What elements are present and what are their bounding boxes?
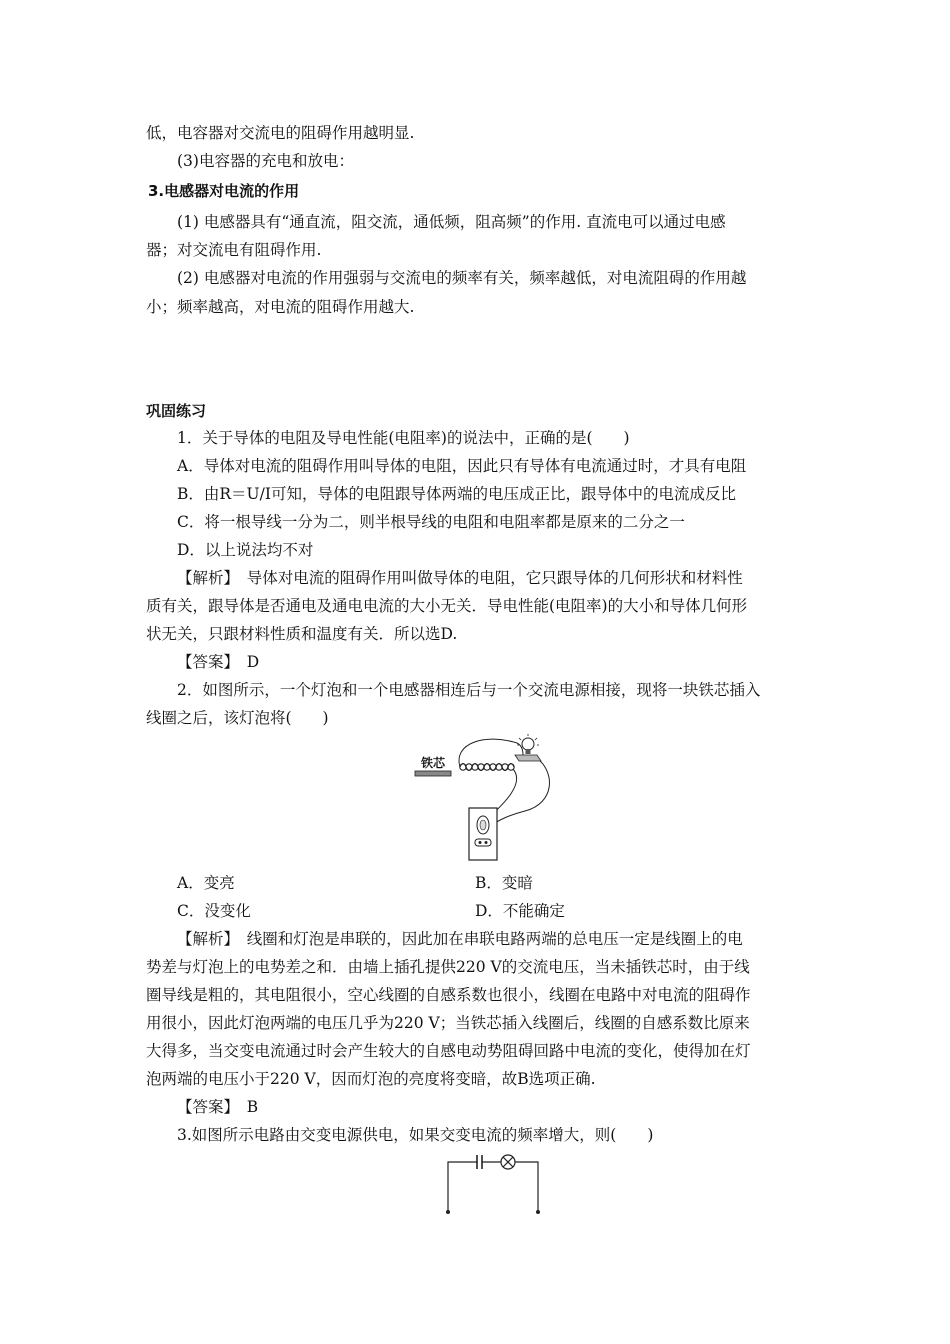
terminal-right: [536, 1210, 540, 1214]
q2-analysis-line-3: 圈导线是粗的，其电阻很小，空心线圈的自感系数也很小，线圈在电路中对电流的阻碍作: [146, 986, 751, 1004]
section-3-p1-line-1: (1) 电感器具有“通直流，阻交流，通低频，阻高频”的作用. 直流电可以通过电感: [177, 213, 726, 231]
practice-heading: 巩固练习: [146, 402, 207, 420]
coil-icon: [460, 764, 514, 771]
q1-analysis-line-3: 状无关，只跟材料性质和温度有关．所以选D.: [146, 625, 458, 643]
section-3-p2-line-1: (2) 电感器对电流的作用强弱与交流电的频率有关，频率越低，对电流阻碍的作用越: [177, 269, 747, 287]
wire-bulb-to-socket: [489, 759, 549, 827]
wire-right: [515, 1162, 538, 1212]
bulb-icon: [515, 734, 541, 761]
q1-analysis-line-1: 【解析】 导体对电流的阻碍作用叫做导体的电阻，它只跟导体的几何形状和材料性: [177, 569, 743, 587]
q1-option-b: B．由R＝U/I可知，导体的电阻跟导体两端的电压成正比，跟导体中的电流成反比: [177, 485, 736, 503]
iron-core-bar: [415, 771, 451, 776]
q2-analysis-line-5: 大得多，当交变电流通过时会产生较大的自感电动势阻碍回路中电流的变化，使得加在灯: [146, 1042, 751, 1060]
q2-analysis-line-6: 泡两端的电压小于220 V，因而灯泡的亮度将变暗，故B选项正确.: [146, 1070, 596, 1088]
terminal-left: [446, 1210, 450, 1214]
q3-stem: 3.如图所示电路由交变电源供电，如果交变电流的频率增大，则( ): [177, 1126, 654, 1144]
intro-line-2: (3)电容器的充电和放电：: [177, 152, 354, 170]
section-3-p2-line-2: 小；频率越高，对电流的阻碍作用越大.: [146, 298, 415, 316]
q1-analysis-line-2: 质有关，跟导体是否通电及通电电流的大小无关．导电性能(电阻率)的大小和导体几何形: [146, 597, 748, 615]
q2-option-d: D．不能确定: [475, 902, 565, 920]
q1-option-d: D．以上说法均不对: [177, 541, 314, 559]
section-3-heading: 3.电感器对电流的作用: [148, 182, 300, 200]
capacitor-lamp-circuit-figure: [440, 1152, 550, 1222]
q1-answer: 【答案】 D: [177, 653, 260, 671]
intro-line-1: 低，电容器对交流电的阻碍作用越明显.: [146, 124, 415, 142]
q2-analysis-line-1: 【解析】 线圈和灯泡是串联的，因此加在串联电路两端的总电压一定是线圈上的电: [177, 930, 743, 948]
q2-stem-line-1: 2．如图所示，一个灯泡和一个电感器相连后与一个交流电源相接，现将一块铁芯插入: [177, 681, 761, 699]
q1-option-c: C．将一根导线一分为二，则半根导线的电阻和电阻率都是原来的二分之一: [177, 513, 685, 531]
inductor-bulb-circuit-figure: [405, 733, 565, 868]
lamp-icon: [501, 1155, 515, 1169]
q2-stem-line-2: 线圈之后，该灯泡将( ): [146, 709, 329, 727]
iron-core-label: 铁芯: [421, 756, 446, 770]
wire-coil-to-bulb: [459, 739, 523, 767]
section-3-p1-line-2: 器；对交流电有阻碍作用.: [146, 241, 322, 259]
q1-stem: 1．关于导体的电阻及导电性能(电阻率)的说法中，正确的是( ): [177, 429, 630, 447]
q2-option-b: B．变暗: [475, 874, 533, 892]
q2-answer: 【答案】 B: [177, 1098, 259, 1116]
q1-option-a: A．导体对电流的阻碍作用叫导体的电阻，因此只有导体有电流通过时，才具有电阻: [177, 457, 747, 475]
q2-option-c: C．没变化: [177, 902, 251, 920]
wall-socket-icon: [469, 808, 497, 860]
q2-analysis-line-2: 势差与灯泡上的电势差之和．由墙上插孔提供220 V的交流电压，当未插铁芯时，由于线: [146, 958, 750, 976]
wire-left: [448, 1162, 477, 1212]
q2-option-a: A．变亮: [177, 874, 235, 892]
q2-analysis-line-4: 用很小，因此灯泡两端的电压几乎为220 V；当铁芯插入线圈后，线圈的自感系数比原来: [146, 1014, 750, 1032]
